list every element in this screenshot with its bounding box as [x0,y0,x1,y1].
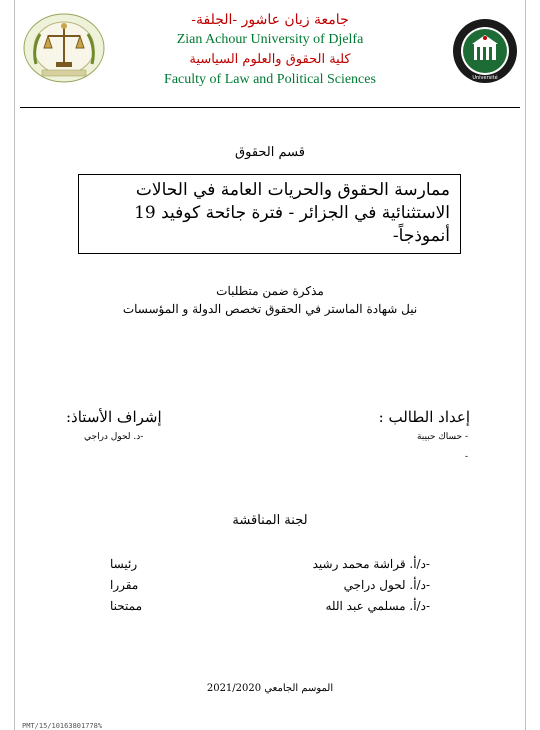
academic-season: الموسم الجامعي 2021/2020 [206,683,334,694]
supervisor-label: إشراف الأستاذ: [66,408,162,426]
university-seal-logo-icon [452,18,518,84]
committee-member-name: -د/أ. مسلمي عبد الله [325,599,430,613]
svg-text:Université: Université [472,75,498,81]
memo-line-1: مذكرة ضمن متطلبات [216,284,324,298]
footer-code: PMT/15/10163801778% [22,722,103,730]
department-name: قسم الحقوق [235,145,305,160]
committee-member-role: مقررا [110,578,139,592]
header-divider [20,107,520,108]
committee-member-role: رئيسا [110,557,138,571]
prepared-by-label: إعداد الطالب : [378,408,470,426]
committee-title: لجنة المناقشة [232,513,308,528]
thesis-title-box [78,174,461,254]
committee-member-name: -د/أ. لحول دراجي [343,578,430,592]
scales-logo-icon [22,12,106,84]
committee-member-role: ممتحنا [110,599,143,613]
memo-line-2: نيل شهادة الماستر في الحقوق تخصص الدولة و المؤسسات [122,302,418,316]
university-name-arabic: جامعة زيان عاشور -الجلفة- [191,12,349,28]
student-name-extra: - [464,452,468,462]
page-border-left [14,0,15,730]
committee-member-name: -د/أ. قراشة محمد رشيد [312,557,430,571]
thesis-title: ممارسة الحقوق والحريات العامة في الحالات الاستثنائية في الجزائر - فترة جائحة كوفيد 19 أنموذجاً- [134,180,450,246]
student-name: - حساك حبيبة [416,432,468,442]
faculty-name-english: Faculty of Law and Political Sciences [164,72,376,87]
page-border-right [525,0,526,730]
supervisor-name: -د. لحول دراجي [84,432,144,442]
university-name-english: Zian Achour University of Djelfa [176,32,364,47]
faculty-name-arabic: كلية الحقوق والعلوم السياسية [189,52,351,67]
